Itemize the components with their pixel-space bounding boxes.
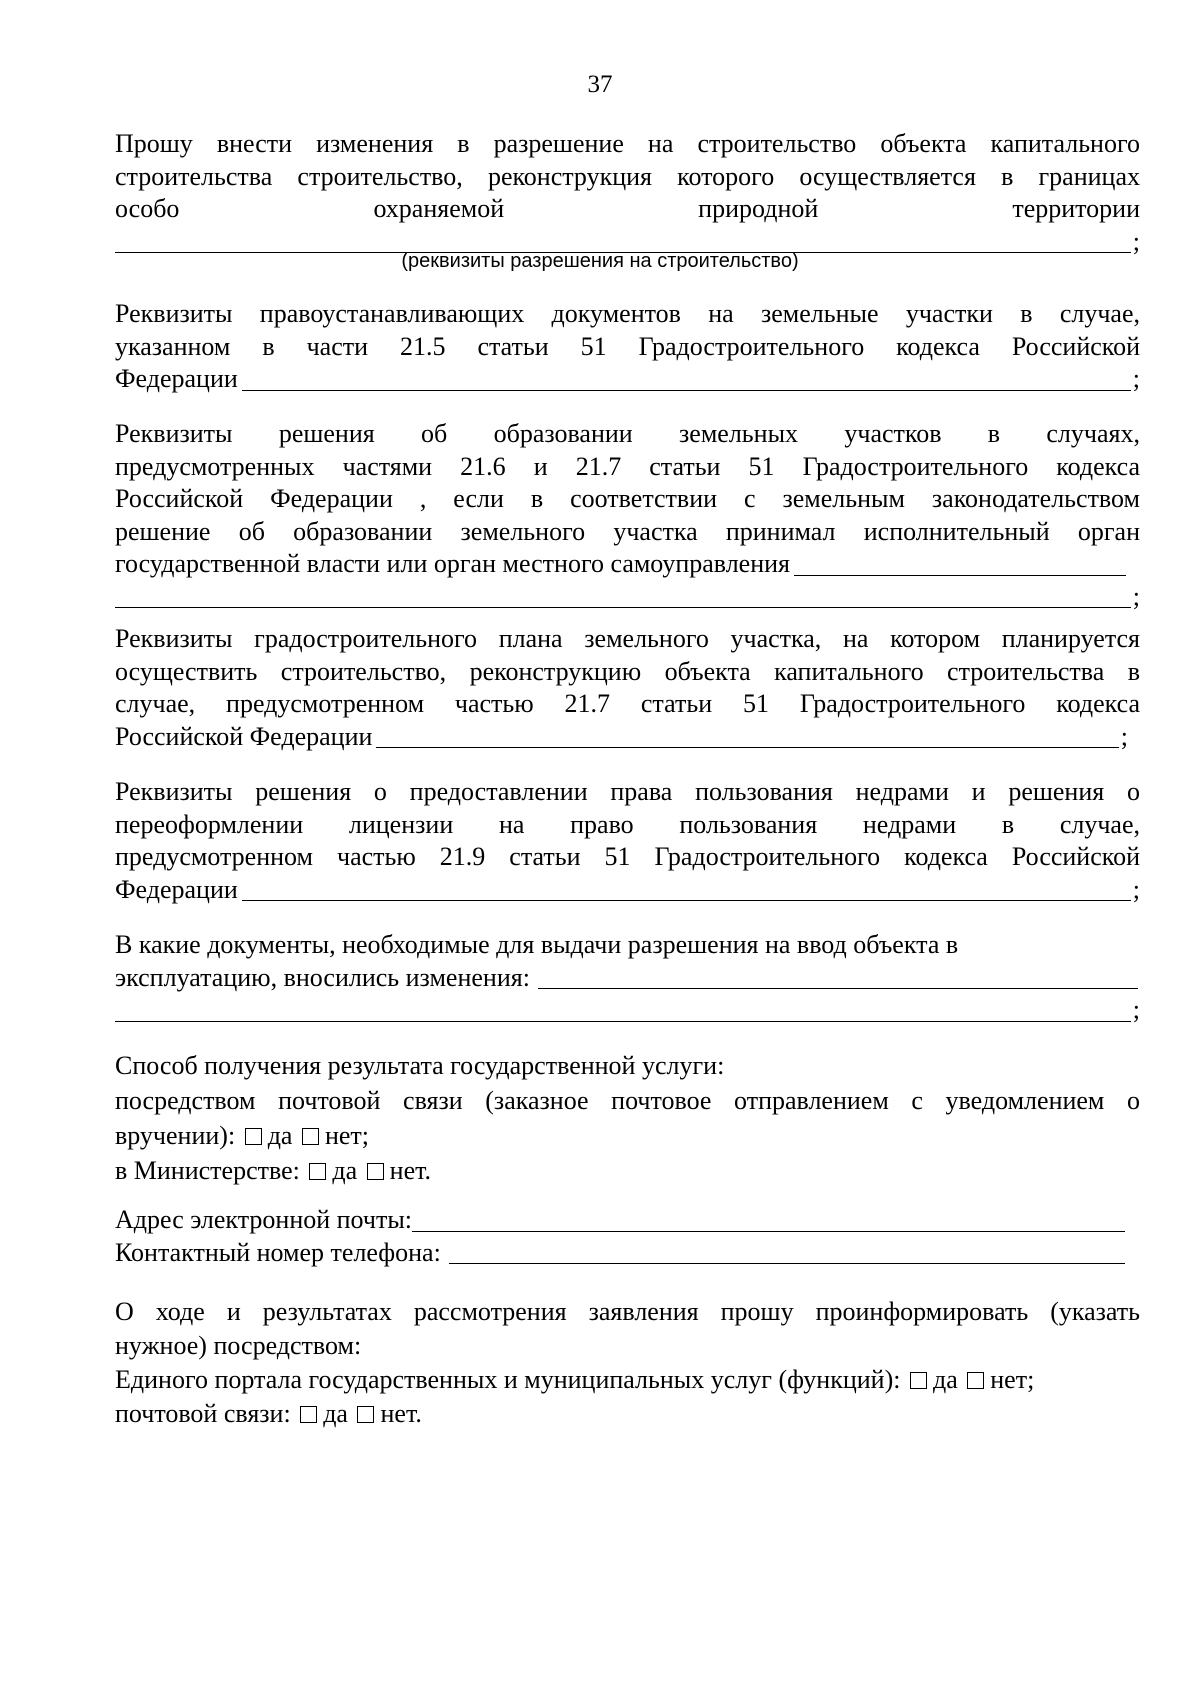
changed-documents-section — [115, 929, 1140, 1027]
text-line: Реквизиты правоустанавливающих документов на земельные участки в случае, — [115, 299, 1140, 328]
text-line: посредством почтовой связи (заказное почтовое отправлением с уведомлением о — [115, 1086, 1140, 1115]
text-line: Реквизиты градостроительного плана земельного участка, на котором планируется — [115, 624, 1140, 653]
land-formation-section — [115, 418, 1140, 613]
text-line: В какие документы, необходимые для выдачи разрешения на ввод объекта в — [115, 930, 959, 959]
text-line: Реквизиты решения об образовании земельных участков в случаях, — [115, 419, 1140, 448]
mail-yes-checkbox[interactable] — [245, 1128, 262, 1145]
mail-delivery-option — [115, 1118, 1140, 1153]
page-number: 37 — [587, 71, 613, 98]
yes-label: да — [932, 1365, 958, 1394]
semicolon: ; — [1132, 995, 1140, 1024]
title-documents-line — [115, 363, 1140, 396]
option-label: Единого портала государственных и муниципальных услуг (функций): — [115, 1365, 901, 1394]
land-formation-field-2[interactable] — [115, 583, 1131, 608]
mail-notification-option — [115, 1397, 1140, 1431]
mail-no-checkbox[interactable] — [302, 1128, 319, 1145]
yes-label: да — [332, 1156, 358, 1185]
portal-no-checkbox[interactable] — [967, 1372, 984, 1389]
semicolon: ; — [1120, 721, 1128, 751]
yes-label: да — [267, 1121, 293, 1150]
subsoil-license-line — [115, 874, 1140, 907]
land-formation-field[interactable] — [794, 551, 1126, 576]
notification-section — [115, 1295, 1140, 1431]
field-label: эксплуатацию, вносились изменения: — [115, 962, 530, 992]
no-label: нет. — [380, 1399, 422, 1428]
title-documents-section — [115, 298, 1140, 396]
field-label: Федерации — [115, 364, 238, 393]
phone-label: Контактный номер телефона: — [115, 1237, 441, 1267]
ministry-yes-checkbox[interactable] — [309, 1163, 326, 1180]
subsoil-license-section — [115, 776, 1140, 906]
option-label: почтовой связи: — [115, 1399, 291, 1428]
text-line: предусмотренных частями 21.6 и 21.7 статьи 51 Градостроительного кодекса — [115, 451, 1140, 481]
urban-plan-line — [115, 721, 1140, 754]
text-line: случае, предусмотренном частью 21.7 статьи 51 Градостроительного кодекса — [115, 689, 1140, 718]
email-field[interactable] — [412, 1207, 1125, 1232]
email-label: Адрес электронной почты: — [115, 1205, 413, 1234]
result-delivery-section — [115, 1048, 1140, 1188]
post-no-checkbox[interactable] — [357, 1406, 374, 1423]
semicolon: ; — [1132, 874, 1140, 904]
post-yes-checkbox[interactable] — [300, 1406, 317, 1423]
semicolon: ; — [1132, 364, 1140, 393]
text-line: строительства строительство, реконструкция которого осуществляется в границах — [115, 161, 1140, 191]
no-label: нет; — [990, 1365, 1035, 1394]
changed-documents-field[interactable] — [538, 964, 1138, 989]
changed-documents-field-2[interactable] — [115, 997, 1131, 1022]
option-label: в Министерстве: — [115, 1156, 300, 1185]
land-formation-line — [115, 548, 1140, 581]
phone-field[interactable] — [449, 1239, 1125, 1264]
email-line — [115, 1204, 1127, 1237]
text-line: Прошу внести изменения в разрешение на строительство объекта капитального — [115, 129, 1140, 158]
semicolon: ; — [1132, 581, 1140, 611]
text-line: особо охраняемой природной территории — [115, 194, 1140, 223]
changed-documents-line-2 — [115, 994, 1140, 1027]
urban-plan-field[interactable] — [376, 723, 1118, 748]
title-documents-field[interactable] — [242, 366, 1131, 391]
text-line: Реквизиты решения о предоставлении права пользования недрами и решения о — [115, 777, 1140, 806]
portal-notification-option — [115, 1363, 1140, 1397]
option-label: вручении): — [115, 1121, 236, 1150]
field-label: Федерации — [115, 874, 238, 904]
phone-line — [115, 1237, 1127, 1270]
text-line: О ходе и результатах рассмотрения заявления прошу проинформировать (указать — [115, 1297, 1140, 1326]
contacts-section — [115, 1204, 1127, 1269]
text-line: предусмотренном частью 21.9 статьи 51 Градостроительного кодекса Российской — [115, 842, 1140, 871]
permit-details-hint: (реквизиты разрешения на строительство) — [401, 250, 799, 272]
land-formation-line-2 — [115, 581, 1140, 614]
yes-label: да — [323, 1399, 348, 1428]
change-request-section — [115, 128, 1140, 258]
text-line: переоформлении лицензии на право пользования недрами в случае, — [115, 809, 1140, 839]
text-line: указанном в части 21.5 статьи 51 Градостроительного кодекса Российской — [115, 331, 1140, 361]
no-label: нет; — [324, 1121, 370, 1150]
field-label: государственной власти или орган местного самоуправления — [115, 549, 791, 578]
text-line: решение об образовании земельного участка принимал исполнительный орган — [115, 516, 1140, 546]
ministry-no-checkbox[interactable] — [367, 1163, 384, 1180]
text-line: Российской Федерации , если в соответствии с земельным законодательством — [115, 484, 1140, 513]
subsoil-license-field[interactable] — [242, 876, 1131, 901]
text-line: осуществить строительство, реконструкцию объекта капитального строительства в — [115, 656, 1140, 686]
no-label: нет. — [389, 1156, 432, 1185]
portal-yes-checkbox[interactable] — [910, 1372, 927, 1389]
changed-documents-line — [115, 962, 1140, 995]
text-line: Способ получения результата государственной услуги: — [115, 1051, 725, 1080]
text-line: нужное) посредством: — [115, 1331, 362, 1360]
urban-plan-section — [115, 623, 1140, 753]
semicolon: ; — [1132, 226, 1140, 256]
ministry-delivery-option — [115, 1153, 1140, 1188]
field-label: Российской Федерации — [115, 721, 373, 751]
